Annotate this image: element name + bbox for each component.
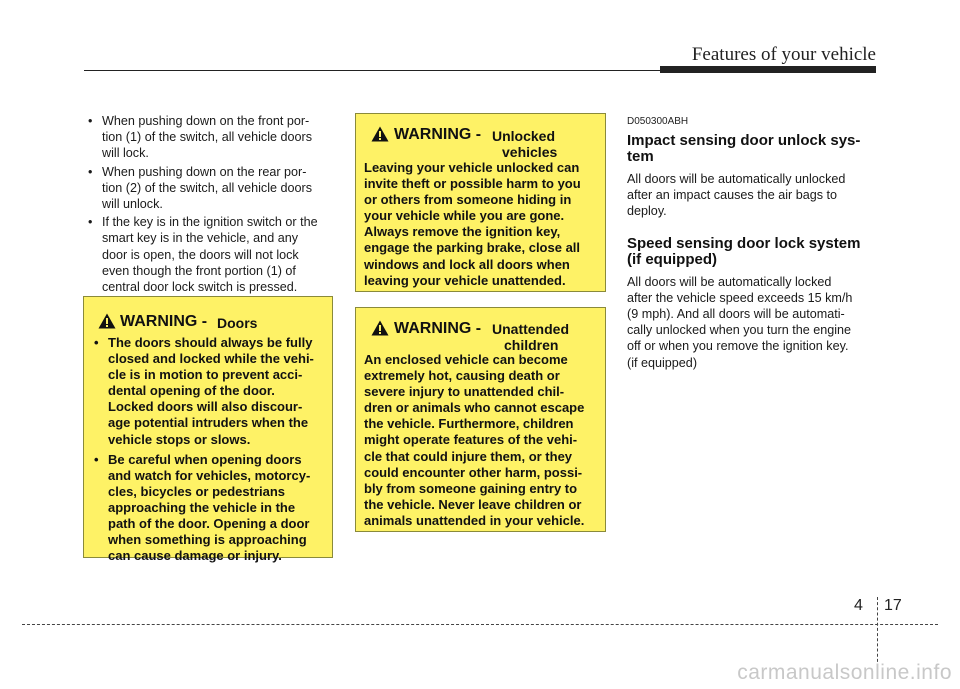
warning-triangle-icon — [98, 313, 116, 329]
text-line: Always remove the ignition key, — [364, 224, 561, 240]
text-line: cle that could injure them, or they — [364, 448, 573, 464]
auto-lock-section — [627, 116, 877, 371]
warning-subject: Unlocked — [492, 128, 556, 144]
text-line: off or when you remove the ignition key. — [627, 339, 849, 354]
text-line: When pushing down on the front por- — [102, 114, 310, 128]
text-line: even though the front portion (1) of — [102, 263, 296, 278]
warning-triangle-icon — [371, 320, 389, 336]
text-line: All doors will be automatically unlocked — [627, 172, 846, 186]
warning-header — [92, 297, 324, 335]
text-line: severe injury to unattended chil- — [364, 384, 565, 400]
text-line: the vehicle. Never leave children or — [364, 496, 582, 512]
heading-line: Speed sensing door lock system — [627, 234, 861, 252]
warning-bullet — [92, 335, 324, 448]
warning-label: WARNING - — [394, 320, 482, 337]
warning-body — [364, 160, 597, 289]
footer-divider — [877, 597, 878, 667]
warning-subject: Doors — [217, 315, 258, 331]
text-line: tion (1) of the switch, all vehicle doors — [102, 130, 312, 145]
text-line: The doors should always be fully — [108, 335, 313, 350]
text-line: (if equipped) — [627, 355, 698, 370]
door-lock-bullets — [84, 113, 334, 295]
text-line: An enclosed vehicle can become — [364, 352, 568, 367]
bullet-glyph: • — [94, 335, 99, 350]
text-line: animals unattended in your vehicle. — [364, 512, 585, 528]
text-line: cally unlocked when you turn the engine — [627, 323, 852, 338]
paragraph-speed-sensing — [627, 274, 877, 371]
warning-triangle-icon — [371, 126, 389, 142]
text-line: can cause damage or injury. — [108, 548, 282, 564]
text-line: might operate features of the vehi- — [364, 432, 578, 448]
text-line: path of the door. Opening a door — [108, 516, 310, 532]
warning-label: WARNING - — [394, 126, 482, 143]
header-rule — [84, 70, 660, 71]
text-line: could encounter other harm, possi- — [364, 464, 583, 480]
text-line: smart key is in the vehicle, and any — [102, 231, 298, 246]
text-line: closed and locked while the vehi- — [108, 351, 314, 367]
text-line: cle is in motion to prevent acci- — [108, 367, 303, 383]
text-line: approaching the vehicle in the — [108, 499, 296, 515]
bullet-key-in-ignition — [84, 214, 334, 295]
warning-label: WARNING - — [120, 313, 208, 330]
text-line: When pushing down on the rear por- — [102, 164, 307, 179]
text-line: engage the parking brake, close all — [364, 240, 581, 256]
warning-header — [364, 308, 597, 352]
text-line: dental opening of the door. — [108, 383, 275, 399]
warning-subject: Unattended — [492, 321, 569, 337]
bullet-rear-portion — [84, 164, 334, 213]
text-line: dren or animals who cannot escape — [364, 400, 585, 416]
bullet-glyph: • — [88, 215, 93, 230]
text-line: the vehicle. Furthermore, children — [364, 416, 574, 432]
text-line: invite theft or possible harm to you — [364, 176, 581, 192]
text-line: will unlock. — [102, 197, 163, 212]
text-line: (9 mph). And all doors will be automati- — [627, 307, 845, 322]
warning-body — [364, 352, 597, 529]
bullet-glyph: • — [88, 164, 93, 179]
text-line: extremely hot, causing death or — [364, 368, 560, 384]
text-line: If the key is in the ignition switch or the — [102, 215, 318, 230]
text-line: tion (2) of the switch, all vehicle doors — [102, 180, 312, 195]
header-rule-accent — [660, 66, 876, 73]
chapter-number: 4 — [854, 597, 863, 614]
bullet-glyph: • — [88, 114, 93, 128]
text-line: vehicle stops or slows. — [108, 431, 251, 447]
text-line: All doors will be automatically locked — [627, 274, 832, 289]
warning-body — [92, 335, 324, 564]
footer-rule — [22, 624, 938, 625]
heading-line: tem — [627, 148, 654, 165]
warning-box-doors — [83, 296, 333, 564]
page-number: 17 — [884, 597, 902, 614]
text-line: central door lock switch is pressed. — [102, 280, 298, 295]
text-line: Be careful when opening doors — [108, 451, 302, 467]
text-line: and watch for vehicles, motorcy- — [108, 467, 311, 483]
text-line: after the vehicle speed exceeds 15 km/h — [627, 290, 853, 305]
warning-header — [364, 114, 597, 160]
text-line: bly from someone gaining entry to — [364, 480, 578, 496]
text-line: when something is approaching — [108, 532, 307, 548]
text-line: your vehicle while you are gone. — [364, 208, 565, 224]
paragraph-impact-sensing — [627, 171, 877, 220]
text-line: after an impact causes the air bags to — [627, 188, 838, 203]
text-line: will lock. — [102, 146, 149, 161]
text-line: Locked doors will also discour- — [108, 399, 303, 415]
text-line: windows and lock all doors when — [364, 256, 570, 272]
page-header-title: Features of your vehicle — [691, 44, 876, 65]
text-line: door is open, the doors will not lock — [102, 247, 299, 262]
warning-bullet — [92, 452, 324, 565]
text-line: deploy. — [627, 204, 667, 219]
text-line: Leaving your vehicle unlocked can — [364, 160, 580, 175]
text-line: or others from someone hiding in — [364, 192, 572, 208]
heading-speed-sensing — [627, 236, 877, 268]
bullet-glyph: • — [94, 451, 99, 467]
section-code: D050300ABH — [627, 116, 689, 127]
warning-subject: vehicles — [502, 144, 558, 160]
warning-box-unlocked-vehicles — [355, 113, 606, 292]
text-line: cles, bicycles or pedestrians — [108, 483, 286, 499]
text-line: age potential intruders when the — [108, 415, 309, 431]
bullet-front-portion — [84, 113, 334, 162]
text-line: leaving your vehicle unattended. — [364, 272, 566, 288]
heading-line: Impact sensing door unlock sys- — [627, 132, 861, 149]
heading-impact-sensing — [627, 133, 877, 165]
watermark: carmanualsonline.info — [737, 661, 952, 684]
heading-line: (if equipped) — [627, 250, 717, 268]
warning-box-unattended-children — [355, 307, 606, 532]
warning-subject: children — [504, 337, 559, 353]
